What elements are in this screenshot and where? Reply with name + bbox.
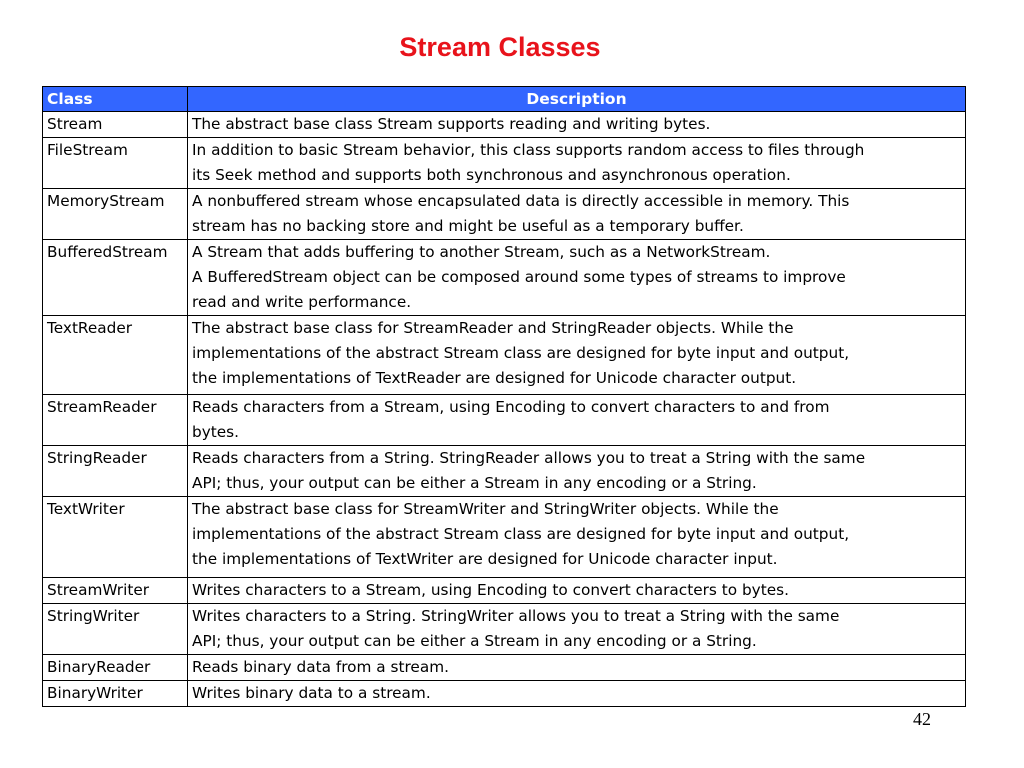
class-name-cell: MemoryStream xyxy=(43,189,188,240)
description-line: The abstract base class Stream supports reading and writing bytes. xyxy=(192,115,711,133)
description-line: A BufferedStream object can be composed around some types of streams to improve xyxy=(192,268,846,286)
table-row xyxy=(43,655,966,681)
class-name-cell: StringWriter xyxy=(43,604,188,655)
description-line: A Stream that adds buffering to another Stream, such as a NetworkStream. xyxy=(192,243,771,261)
class-name-cell: Stream xyxy=(43,112,188,138)
table-row xyxy=(43,189,966,240)
description-line: its Seek method and supports both synchronous and asynchronous operation. xyxy=(192,166,791,184)
description-cell xyxy=(188,189,966,240)
table-row xyxy=(43,316,966,395)
table-row xyxy=(43,497,966,578)
class-name-cell: StreamWriter xyxy=(43,578,188,604)
column-header-class: Class xyxy=(43,87,188,112)
description-line: implementations of the abstract Stream class are designed for byte input and output, xyxy=(192,344,850,362)
description-line: The abstract base class for StreamWriter and StringWriter objects. While the xyxy=(192,500,779,518)
description-line: In addition to basic Stream behavior, this class supports random access to files through xyxy=(192,141,865,159)
description-line: read and write performance. xyxy=(192,293,412,311)
class-name-cell: TextReader xyxy=(43,316,188,395)
description-line: Reads binary data from a stream. xyxy=(192,658,449,676)
description-line: Writes characters to a Stream, using Encoding to convert characters to bytes. xyxy=(192,581,789,599)
description-line: API; thus, your output can be either a Stream in any encoding or a String. xyxy=(192,474,757,492)
column-header-description: Description xyxy=(188,87,966,112)
description-cell xyxy=(188,578,966,604)
description-line: Reads characters from a String. StringReader allows you to treat a String with the same xyxy=(192,449,866,467)
description-cell xyxy=(188,112,966,138)
description-line: Writes binary data to a stream. xyxy=(192,684,431,702)
class-name-cell: BinaryReader xyxy=(43,655,188,681)
table-row xyxy=(43,446,966,497)
page-number: 42 xyxy=(913,709,931,729)
table-row xyxy=(43,138,966,189)
table-row xyxy=(43,604,966,655)
table-row xyxy=(43,112,966,138)
class-name-cell: BufferedStream xyxy=(43,240,188,316)
description-line: the implementations of TextReader are designed for Unicode character output. xyxy=(192,369,797,387)
table-row xyxy=(43,395,966,446)
description-line: API; thus, your output can be either a Stream in any encoding or a String. xyxy=(192,632,757,650)
table-row xyxy=(43,240,966,316)
description-cell xyxy=(188,446,966,497)
description-line: The abstract base class for StreamReader and StringReader objects. While the xyxy=(192,319,794,337)
description-cell xyxy=(188,395,966,446)
description-cell xyxy=(188,655,966,681)
description-line: stream has no backing store and might be useful as a temporary buffer. xyxy=(192,217,744,235)
description-cell xyxy=(188,497,966,578)
description-line: bytes. xyxy=(192,423,240,441)
table-header-row xyxy=(43,87,966,112)
description-cell xyxy=(188,316,966,395)
class-name-cell: FileStream xyxy=(43,138,188,189)
class-name-cell: BinaryWriter xyxy=(43,681,188,707)
description-cell xyxy=(188,604,966,655)
description-line: the implementations of TextWriter are designed for Unicode character input. xyxy=(192,550,778,568)
slide-title: Stream Classes xyxy=(399,32,601,62)
description-line: implementations of the abstract Stream class are designed for byte input and output, xyxy=(192,525,850,543)
class-name-cell: TextWriter xyxy=(43,497,188,578)
class-name-cell: StringReader xyxy=(43,446,188,497)
table-row xyxy=(43,578,966,604)
stream-classes-table xyxy=(42,86,966,707)
class-name-cell: StreamReader xyxy=(43,395,188,446)
table-row xyxy=(43,681,966,707)
description-cell xyxy=(188,240,966,316)
description-cell xyxy=(188,138,966,189)
description-line: Writes characters to a String. StringWriter allows you to treat a String with the same xyxy=(192,607,840,625)
description-line: Reads characters from a Stream, using Encoding to convert characters to and from xyxy=(192,398,830,416)
table-body xyxy=(43,112,966,707)
description-cell xyxy=(188,681,966,707)
description-line: A nonbuffered stream whose encapsulated data is directly accessible in memory. This xyxy=(192,192,850,210)
